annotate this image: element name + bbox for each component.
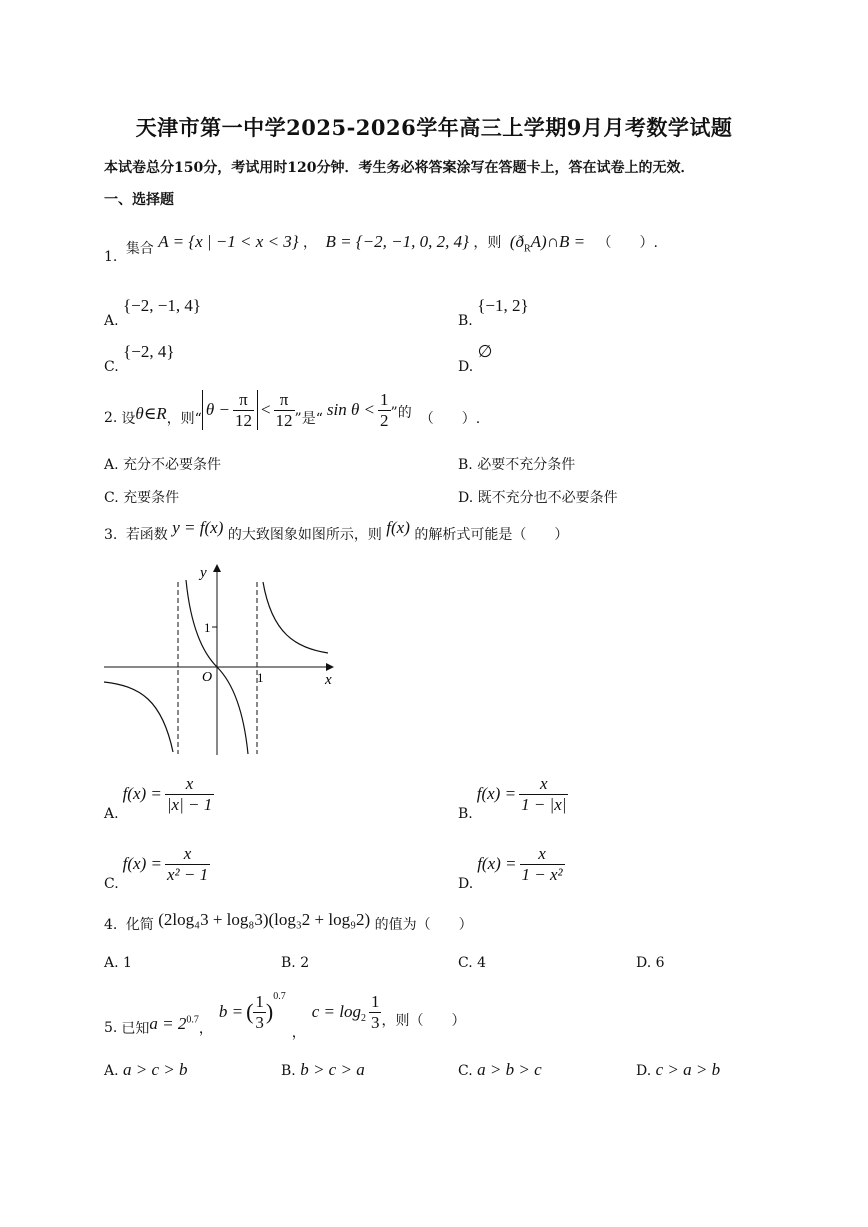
origin-label: O [202,670,213,685]
option-c[interactable] [104,487,179,507]
option-b[interactable] [458,296,529,329]
c-label: c = log [311,1002,361,1022]
pi-over-12-fraction [233,390,254,430]
condition-close: ”的 [390,405,412,422]
paren-open: ( [246,999,254,1025]
set-a: A = {x | −1 < x < 3} [158,232,299,251]
option-value: 2 [300,955,310,971]
option-value: {−1, 2} [477,296,529,315]
complement-symbol: (ð [509,232,524,251]
option-a[interactable] [104,454,221,474]
option-label: C. [104,359,119,375]
question-text: 的解析式可能是（ ） [414,527,569,543]
intersection-expr: A)∩B = [530,232,586,251]
set-b: B = {−2, −1, 0, 2, 4} [325,232,469,251]
option-a[interactable] [104,1060,188,1080]
theta-minus: θ − [205,400,230,420]
separator: ， [303,235,318,251]
answer-blank: （ ）. [597,235,658,251]
fraction-denominator: 12 [234,410,252,430]
question-1 [104,232,658,265]
question-4 [104,910,473,934]
option-b[interactable] [458,774,568,823]
option-a[interactable] [104,296,202,329]
less-than: < [260,400,271,420]
question-text: 化简 [125,917,154,933]
y-tick-label: 1 [204,620,211,635]
option-c[interactable] [458,955,486,971]
function-expr: f(x) [386,518,410,537]
option-label: D. [458,359,474,375]
question-text: 集合 [125,241,154,257]
y-axis-label: y [200,565,207,581]
option-c[interactable] [458,1060,542,1080]
question-number: 3. [104,527,118,543]
curve-right-branch [263,582,328,653]
option-a[interactable] [104,955,132,971]
question-5 [104,990,466,1042]
option-label: D. [636,955,652,971]
fraction-numerator: π [274,390,295,411]
option-label: A. [104,806,119,823]
answer-blank: （ ）. [419,411,481,428]
option-label: B. [458,313,473,329]
page-title: 天津市第一中学2025-2026学年高三上学期9月月考数学试题 [135,115,733,140]
option-value: 必要不充分条件 [477,457,576,473]
option-a[interactable] [104,774,214,823]
option-c[interactable] [104,342,175,375]
option-lhs: f(x) = [122,784,162,804]
option-label: D. [636,1063,652,1079]
question-number: 4. [104,917,118,933]
option-lhs: f(x) = [476,784,517,804]
option-value: 6 [655,955,665,971]
option-value: a > c > b [123,1060,188,1079]
question-2 [104,390,480,430]
option-fraction [520,844,565,884]
fraction-denominator: 3 [370,1012,380,1032]
question-text: 若函数 [125,527,168,543]
condition-open: ，则“ [166,411,202,428]
option-value: 既不充分也不必要条件 [477,490,618,506]
one-half-fraction [378,390,391,430]
x-tick-label: 1 [257,670,264,685]
a-exponent: 0.7 [186,1014,199,1026]
option-label: A. [104,1063,119,1079]
fraction-numerator: π [233,390,254,411]
option-value: a > b > c [477,1060,542,1079]
fraction-numerator: x [520,844,565,865]
complement-expression [509,232,586,255]
option-label: A. [104,457,119,473]
option-fraction [519,774,568,814]
c-definition [312,992,382,1032]
option-value: 充分不必要条件 [123,457,222,473]
option-label: A. [104,313,119,329]
option-value: ∅ [477,342,493,361]
option-label: C. [458,955,473,971]
b-exponent: 0.7 [273,990,286,1002]
option-c[interactable] [104,844,210,893]
question-text: 已知 [121,1021,150,1038]
one-third-fraction [253,992,266,1032]
option-value: 充要条件 [123,490,180,506]
question-number: 5. [104,1020,118,1037]
option-b[interactable] [281,1060,365,1080]
option-d[interactable] [636,1060,720,1080]
exam-notice: 本试卷总分150分，考试用时120分钟．考生务必将答案涂写在答题卡上，答在试卷上的无效． [104,160,695,176]
option-fraction [165,844,210,884]
fraction-denominator: x² − 1 [166,864,209,884]
option-label: B. [458,457,473,473]
fraction-numerator: x [165,844,210,865]
question-number: 2. [104,410,118,427]
question-number: 1. [104,249,118,265]
question-3 [104,518,569,544]
fraction-denominator: 1 − x² [521,864,563,884]
separator: ， [198,1021,213,1038]
option-lhs: f(x) = [122,854,162,874]
fraction-denominator: 3 [255,1012,264,1032]
sine-expr: sin θ < [326,400,376,420]
option-b[interactable] [458,454,575,474]
option-value: {−2, −1, 4} [123,296,202,315]
absolute-value-expr [202,390,258,430]
question-text: ，则（ ） [381,1013,466,1030]
option-b[interactable] [281,955,309,971]
a-definition [149,1014,198,1034]
option-value: 4 [477,955,487,971]
log-base: 2 [360,1012,366,1024]
fraction-numerator: x [519,774,568,795]
fraction-denominator: 12 [275,410,293,430]
function-expr: y = f(x) [172,518,224,537]
option-fraction [165,774,214,814]
condition-mid: ”是“ [294,411,323,428]
option-label: B. [281,1063,296,1079]
theta-domain: θ∈R [135,404,167,424]
option-label: C. [458,1063,473,1079]
option-value: 1 [123,955,132,971]
fraction-denominator: 2 [380,410,389,430]
option-d[interactable] [458,342,493,375]
option-label: B. [281,955,296,971]
fraction-numerator: 1 [380,390,389,409]
option-label: B. [458,806,473,823]
option-value: b > c > a [300,1060,365,1079]
x-axis-label: x [325,672,332,688]
separator: ， [291,1025,306,1042]
b-label: b = [218,1002,244,1022]
paren-close: ) [265,999,274,1025]
question-text: 的大致图象如图所示，则 [227,527,382,543]
option-d[interactable] [458,844,565,893]
b-definition [219,992,286,1032]
question-text: 设 [121,411,136,428]
curve-left-branch [104,682,173,752]
fraction-numerator: 1 [255,992,264,1011]
separator: ，则 [473,235,502,251]
option-value: {−2, 4} [123,342,175,361]
option-label: D. [458,876,474,893]
fraction-numerator: x [165,774,214,795]
option-label: D. [458,490,474,506]
option-d[interactable] [636,955,665,971]
question-text: 的值为（ ） [374,917,473,933]
log-expression: (2log₄3 + log₈3)(log₃2 + log₉2) [158,910,371,929]
a-base: a = 2 [149,1014,187,1034]
option-label: C. [104,876,119,893]
fraction-denominator: 1 − |x| [521,794,567,814]
option-lhs: f(x) = [477,854,517,874]
fraction-numerator: 1 [370,992,380,1011]
option-d[interactable] [458,487,618,507]
option-label: C. [104,490,119,506]
function-graph [100,560,340,760]
universal-set: R [523,243,531,255]
option-label: A. [104,955,119,971]
fraction-denominator: |x| − 1 [166,794,213,814]
section-heading: 一、选择题 [104,192,174,208]
pi-over-12-fraction [274,390,295,430]
one-third-fraction [369,992,382,1032]
option-value: c > a > b [655,1060,721,1079]
